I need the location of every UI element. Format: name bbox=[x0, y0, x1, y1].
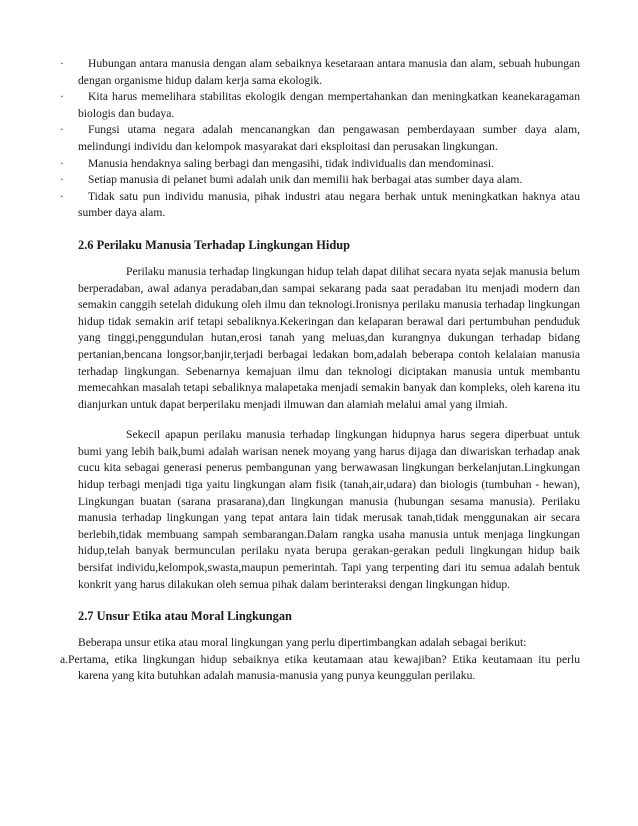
bullet-mark: · bbox=[60, 189, 64, 203]
list-item-text: Manusia hendaknya saling berbagi dan mengasihi, tidak individualis dan mendominasi. bbox=[88, 156, 495, 170]
bullet-mark: · bbox=[60, 173, 64, 187]
paragraph: Perilaku manusia terhadap lingkungan hidup telah dapat dilihat secara nyata sejak manusia belum berperadaban, awal adanya peradaban,dan sampai sekarang pada saat peradaban itu menjadi modern dan semakin canggih setelah didukung oleh ilmu dan teknologi.Ironisnya perilaku manusia terhadap lingkungan hidup tidak semakin arif tetapi sebaliknya.Kekeringan dan kelaparan berawal dari pertumbuhan penduduk yang tinggi,penggundulan hutan,erosi tanah yang meluas,dan kurangnya dukungan terhadap bidang pertanian,bencana longsor,banjir,terjadi berbagai ledakan bom,adalah beberapa contoh kelalaian manusia terhadap lingkungan. Sebenarnya kemajuan ilmu dan teknologi diciptakan manusia untuk membantu memecahkan masalah tetapi sebaliknya malapetaka menjadi semakin banyak dan kompleks, oleh karena itu dianjurkan untuk dapat berperilaku menjadi ilmuwan dan alamiah melalui amal yang ilmiah. bbox=[78, 264, 580, 411]
section-intro: Beberapa unsur etika atau moral lingkungan yang perlu dipertimbangkan adalah sebagai berikut: bbox=[78, 636, 527, 650]
list-item-text: Fungsi utama negara adalah mencanangkan dan pengawasan pemberdayaan sumber daya alam, melindungi individu dan kelompok masyarakat dari eksploitasi dan perusakan lingkungan. bbox=[78, 123, 580, 153]
bullet-mark: · bbox=[60, 57, 64, 70]
paragraph: Sekecil apapun perilaku manusia terhadap lingkungan hidupnya harus segera diperbuat untuk bumi yang lebih baik,bumi adalah warisan nenek moyang yang harus dijaga dan diwariskan terhadap anak cucu kita sebagai generasi penerus pembangunan yang berwawasan lingkungan berkelanjutan.Lingkungan hidup terbagi menjadi tiga yaitu lingkungan alam fisik (tanah,air,udara) dan biologis (tumbuhan - hewan), Lingkungan buatan (sarana prasarana),dan lingkungan manusia (hubungan sesama manusia). Perilaku manusia terhadap lingkungan yang tepat antara lain tidak merusak tanah,tidak menggunakan air secara berlebih,tidak membuang sampah sembarangan.Dalam rangka usaha manusia untuk menjaga lingkungan hidup,telah banyak bermunculan perilaku nyata berupa gerakan-gerakan peduli lingkungan hidup baik bersifat individu,kelompok,swasta,maupun pemerintah. Tapi yang terpenting dari itu semua adalah bentuk konkrit yang harus dilakukan oleh semua pihak dalam berinteraksi dengan lingkungan hidup. bbox=[78, 428, 580, 591]
list-item-text: Tidak satu pun individu manusia, pihak industri atau negara berhak untuk meningkatkan haknya atau sumber daya alam. bbox=[78, 189, 580, 220]
list-item bbox=[60, 56, 580, 89]
list-item bbox=[60, 189, 580, 222]
list-item bbox=[60, 156, 580, 173]
list-item-text: Setiap manusia di pelanet bumi adalah unik dan memilii hak berbagai atas sumber daya alam. bbox=[88, 173, 523, 187]
bullet-mark: · bbox=[60, 123, 64, 137]
list-item-text: Kita harus memelihara stabilitas ekologik dengan mempertahankan dan meningkatkan keanekaragaman biologis dan budaya. bbox=[78, 90, 580, 120]
list-item bbox=[60, 89, 580, 122]
principles-list bbox=[60, 56, 580, 222]
section-heading-2-6: 2.6 Perilaku Manusia Terhadap Lingkungan Hidup bbox=[78, 237, 351, 252]
bullet-mark: · bbox=[60, 156, 64, 170]
list-item bbox=[60, 122, 580, 155]
list-item-a: a.Pertama, etika lingkungan hidup sebaiknya etika keutamaan atau kewajiban? Etika keutamaan itu perlu karena yang kita butuhkan adalah manusia-manusia yang punya keunggulan perilaku. bbox=[60, 652, 580, 683]
list-item bbox=[60, 172, 580, 189]
bullet-mark: · bbox=[60, 90, 64, 104]
section-heading-2-7: 2.7 Unsur Etika atau Moral Lingkungan bbox=[78, 609, 292, 624]
list-item-text: Hubungan antara manusia dengan alam sebaiknya kesetaraan antara manusia dan alam, sebuah hubungan dengan organisme hidup dalam kerja sama ekologik. bbox=[78, 57, 580, 87]
